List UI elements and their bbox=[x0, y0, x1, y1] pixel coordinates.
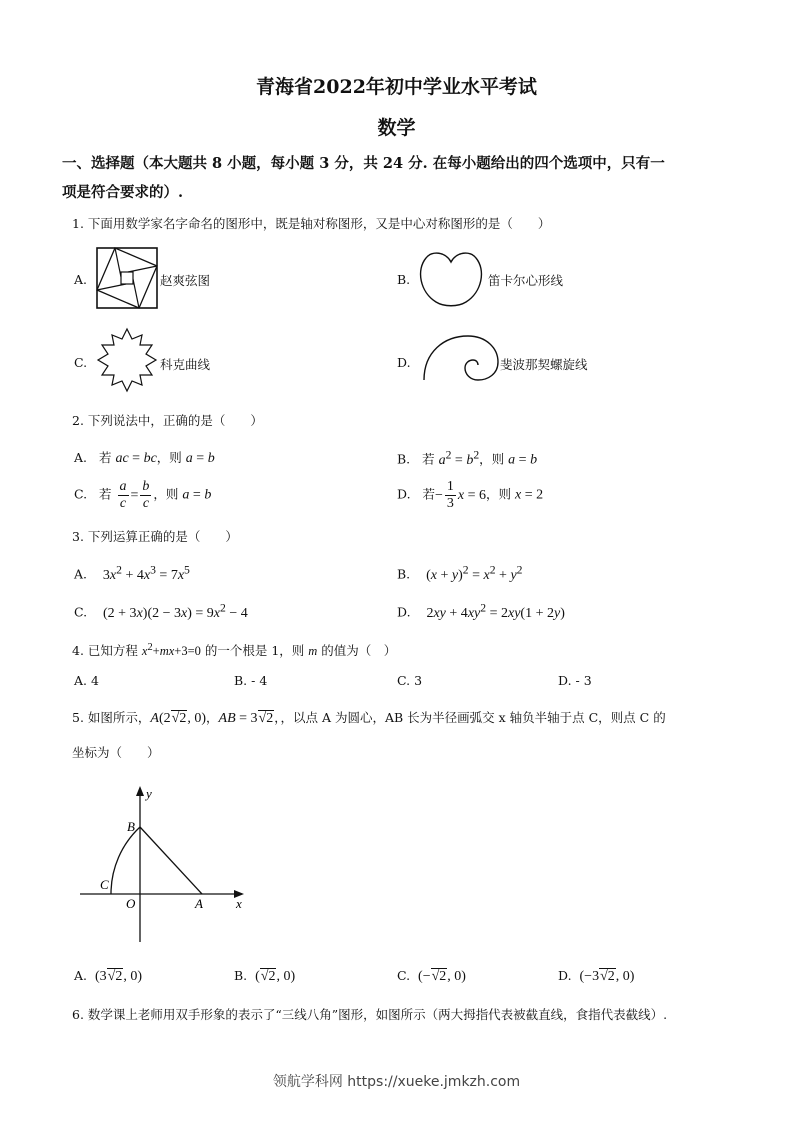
footer-watermark: 领航学科网 https://xueke.jmkzh.com bbox=[272, 1074, 521, 1090]
q1-stem: 1. 下面用数学家名字命名的图形中，既是轴对称图形，又是中心对称图形的是（ ） bbox=[72, 216, 551, 231]
q2-option-a: A. 若 ac = bc，则 a = b bbox=[74, 450, 215, 466]
q3-option-c: C. $(2 + 3x)(2 - 3x) = 9x^2 - 4$ bbox=[74, 601, 248, 621]
q1-option-b-caption: 笛卡尔心形线 bbox=[488, 273, 564, 288]
q2-option-b: B. 若 $a^2 = b^2$，则 a = b bbox=[397, 448, 538, 468]
q3-stem: 3. 下列运算正确的是（ ） bbox=[72, 529, 238, 544]
q2-option-c: C. 若 $\frac{a}{c}$ = $\frac{b}{c}$ ，则 a = b bbox=[74, 479, 212, 511]
q1-option-d-caption: 斐波那契螺旋线 bbox=[500, 357, 588, 372]
q2-option-d: D. 若− $\frac{1}{3}$ x = 6，则 x = 2 bbox=[397, 479, 544, 511]
q3-option-d: D. $2xy + 4xy^2 = 2xy(1 + 2y)$ bbox=[397, 601, 565, 621]
y-axis-label: y bbox=[146, 786, 152, 801]
x-axis-label: x bbox=[236, 896, 242, 911]
q5-option-a: A. (3√2, 0) bbox=[74, 968, 142, 984]
q1-option-c-letter: C. bbox=[74, 355, 88, 370]
q5-stem-line1: 5. 如图所示，A(2√2, 0)，AB = 3√2，，以点 A 为圆心，AB 长为半径画弧交 x 轴负半轴于点 C，则点 C 的 bbox=[72, 710, 666, 726]
point-b-label: B bbox=[127, 819, 135, 834]
q5-option-c: C. (−√2, 0) bbox=[397, 968, 466, 984]
point-c-label: C bbox=[100, 877, 109, 892]
subject-title: 数学 bbox=[377, 117, 416, 139]
exam-title: 青海省2022年初中学业水平考试 bbox=[256, 76, 537, 98]
q4-option-b: B. ‐ 4 bbox=[234, 673, 268, 688]
q4-stem: 4. 已知方程 $x^2+mx+3=0$ 的一个根是 1，则 m 的值为（ ） bbox=[72, 641, 397, 658]
q1-option-d-letter: D. bbox=[397, 355, 411, 370]
q5-option-d: D. (−3√2, 0) bbox=[558, 968, 635, 984]
section-heading-line1: 一、选择题（本大题共 8 小题，每小题 3 分，共 24 分. 在每小题给出的四个选项中，只有一 bbox=[62, 155, 665, 172]
section-heading-line2: 项是符合要求的）. bbox=[62, 184, 184, 201]
q1-option-a-caption: 赵爽弦图 bbox=[160, 273, 211, 288]
cardioid-figure bbox=[418, 250, 484, 308]
fibonacci-spiral-figure bbox=[420, 330, 500, 382]
q3-option-b: B. $(x + y)^2 = x^2 + y^2$ bbox=[397, 563, 523, 583]
q4-option-d: D. ‐ 3 bbox=[558, 673, 592, 688]
q1-option-a-letter: A. bbox=[74, 272, 88, 287]
q1-option-c-caption: 科克曲线 bbox=[160, 357, 211, 372]
point-a-label: A bbox=[195, 896, 203, 911]
q5-stem-line2: 坐标为（ ） bbox=[72, 745, 160, 760]
q4-option-a: A. 4 bbox=[74, 673, 99, 688]
q2-stem: 2. 下列说法中，正确的是（ ） bbox=[72, 413, 263, 428]
zhao-shuang-diagram-figure bbox=[96, 247, 158, 309]
q5-coordinate-figure bbox=[76, 782, 256, 947]
q6-stem: 6. 数学课上老师用双手形象的表示了“三线八角”图形，如图所示（两大拇指代表被截直线，食指代表截线）. bbox=[72, 1007, 668, 1022]
q5-option-b: B. (√2, 0) bbox=[234, 968, 296, 984]
q3-option-a: A. $3x^2 + 4x^3 = 7x^5$ bbox=[74, 563, 190, 583]
q4-option-c: C. 3 bbox=[397, 673, 423, 688]
origin-label: O bbox=[126, 896, 136, 911]
q1-option-b-letter: B. bbox=[397, 272, 411, 287]
koch-snowflake-figure bbox=[94, 327, 160, 393]
